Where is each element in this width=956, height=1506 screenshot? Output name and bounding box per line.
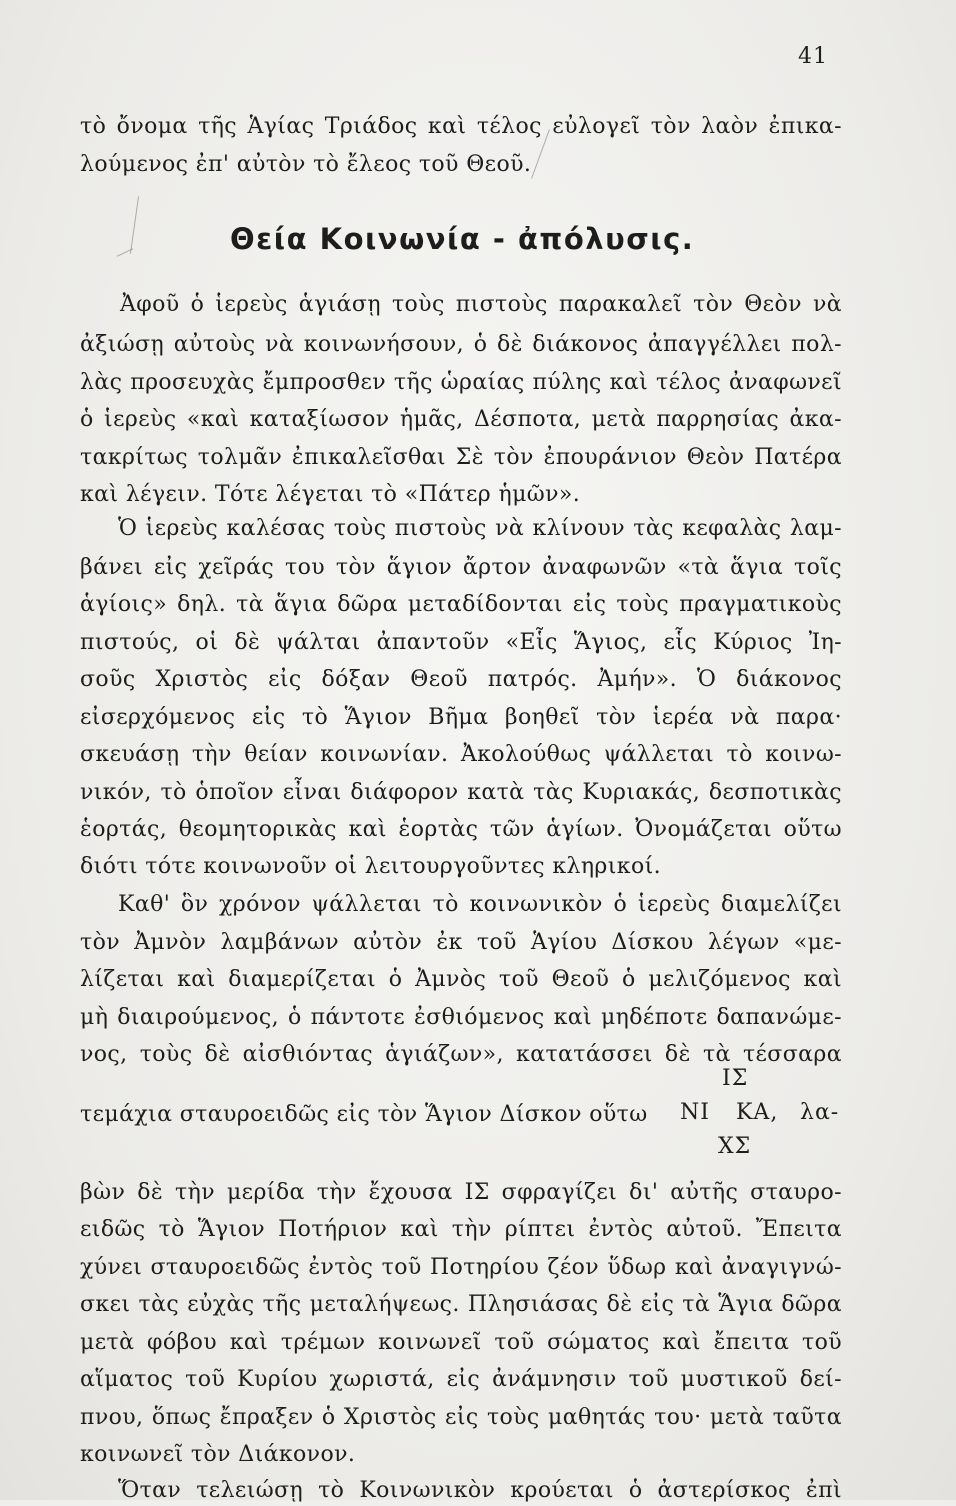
text-line: ὁ ἱερεὺς «καὶ καταξίωσον ἡμᾶς, Δέσποτα, μετὰ παρρησίας ἀκα- <box>80 407 842 432</box>
text-line: καὶ λέγειν. Τότε λέγεται τὸ «Πάτερ ἡμῶν». <box>80 482 581 507</box>
text-line: τὸ ὄνομα τῆς Ἁγίας Τριάδος καὶ τέλος εὐλογεῖ τὸν λαὸν ἐπικα- <box>80 114 842 139</box>
page-number: 41 <box>798 44 828 69</box>
text-line: διότι τότε κοινωνοῦν οἱ λειτουργοῦντες κληρικοί. <box>80 854 662 879</box>
text-line: βὼν δὲ τὴν μερίδα τὴν ἔχουσα ΙΣ σφραγίζει δι' αὐτῆς σταυρο- <box>80 1180 842 1205</box>
text-line: ἑορτάς, θεομητορικὰς καὶ ἑορτὰς τῶν ἁγίων. Ὀνομάζεται οὕτω <box>80 817 842 842</box>
text-line: βάνει εἰς χεῖράς του τὸν ἅγιον ἄρτον ἀναφωνῶν «τὰ ἅγια τοῖς <box>80 555 842 580</box>
text-line: λα- <box>800 1100 840 1125</box>
text-line: Καθ' ὃν χρόνον ψάλλεται τὸ κοινωνικὸν ὁ ἱερεὺς διαμελίζει <box>118 892 842 917</box>
text-line: σκει τὰς εὐχὰς τῆς μεταλήψεως. Πλησιάσας δὲ εἰς τὰ Ἅγια δῶρα <box>80 1292 842 1317</box>
text-line: λούμενος ἐπ' αὐτὸν τὸ ἔλεος τοῦ Θεοῦ. <box>80 152 532 177</box>
text-line: λὰς προσευχὰς ἔμπροσθεν τῆς ὡραίας πύλης καὶ τέλος ἀναφωνεῖ <box>80 370 842 395</box>
text-line: πνου, ὅπως ἔπραξεν ὁ Χριστὸς εἰς τοὺς μαθητάς του· μετὰ ταῦτα <box>80 1405 842 1430</box>
text-line: ἁγίοις» δηλ. τὰ ἅγια δῶρα μεταδίδονται εἰς τοὺς πραγματικοὺς <box>80 592 842 617</box>
text-line: μὴ διαιρούμενος, ὁ πάντοτε ἐσθιόμενος καὶ μηδέποτε δαπανώμε- <box>80 1005 842 1030</box>
text-line: ειδῶς τὸ Ἅγιον Ποτήριον καὶ τὴν ρίπτει ἐντὸς αὐτοῦ. Ἔπειτα <box>80 1217 842 1242</box>
text-line: Ὅταν τελειώσῃ τὸ Κοινωνικὸν κρούεται ὁ ἀστερίσκος ἐπὶ <box>118 1478 842 1503</box>
text-line: αἵματος τοῦ Κυρίου χωριστά, εἰς ἀνάμνησιν τοῦ μυστικοῦ δεί- <box>80 1367 842 1392</box>
text-line: σκευάσῃ τὴν θείαν κοινωνίαν. Ἀκολούθως ψάλλεται τὸ κοινω- <box>80 742 842 767</box>
text-line: εἰσερχόμενος εἰς τὸ Ἅγιον Βῆμα βοηθεῖ τὸν ἱερέα νὰ παρα· <box>80 705 842 730</box>
text-line: νικόν, τὸ ὁποῖον εἶναι διάφορον κατὰ τὰς Κυριακάς, δεσποτικὰς <box>80 780 842 805</box>
cross-label-bottom: ΧΣ <box>718 1134 752 1159</box>
text-line: τεμάχια σταυροειδῶς εἰς τὸν Ἅγιον Δίσκον οὕτω <box>80 1102 648 1127</box>
text-line: νος, τοὺς δὲ αἰσθιόντας ἁγιάζων», κατατάσσει δὲ τὰ τέσσαρα <box>80 1042 842 1067</box>
cross-label-right: ΚΑ, <box>736 1100 779 1125</box>
text-line: κοινωνεῖ τὸν Διάκονον. <box>80 1442 356 1467</box>
text-line: λίζεται καὶ διαμερίζεται ὁ Ἀμνὸς τοῦ Θεοῦ ὁ μελιζόμενος καὶ <box>80 967 842 992</box>
text-line: τὸν Ἀμνὸν λαμβάνων αὐτὸν ἐκ τοῦ Ἁγίου Δίσκου λέγων «με- <box>80 930 842 955</box>
text-line: χύνει σταυροειδῶς ἐντὸς τοῦ Ποτηρίου ζέον ὕδωρ καὶ ἀναγιγνώ- <box>80 1255 842 1280</box>
text-line: μετὰ φόβου καὶ τρέμων κοινωνεῖ τοῦ σώματος καὶ ἔπειτα τοῦ <box>80 1330 842 1355</box>
pencil-mark <box>130 196 139 254</box>
cross-label-left: ΝΙ <box>680 1100 710 1125</box>
text-line: σοῦς Χριστὸς εἰς δόξαν Θεοῦ πατρός. Ἀμήν». Ὁ διάκονος <box>80 667 842 692</box>
text-line: πιστούς, οἱ δὲ ψάλται ἀπαντοῦν «Εἷς Ἅγιος, εἷς Κύριος Ἰη- <box>80 630 842 655</box>
text-line: τακρίτως τολμᾶν ἐπικαλεῖσθαι Σὲ τὸν ἐπουράνιον Θεὸν Πατέρα <box>80 445 842 470</box>
section-heading: Θεία Κοινωνία - ἀπόλυσις. <box>230 222 695 256</box>
text-line: ἀξιώσῃ αὐτοὺς νὰ κοινωνήσουν, ὁ δὲ διάκονος ἀπαγγέλλει πολ- <box>80 332 842 357</box>
cross-label-top: ΙΣ <box>722 1066 749 1091</box>
text-line: Ἀφοῦ ὁ ἱερεὺς ἁγιάσῃ τοὺς πιστοὺς παρακαλεῖ τὸν Θεὸν νὰ <box>120 292 842 317</box>
text-line: Ὁ ἱερεὺς καλέσας τοὺς πιστοὺς νὰ κλίνουν τὰς κεφαλὰς λαμ- <box>118 516 842 541</box>
